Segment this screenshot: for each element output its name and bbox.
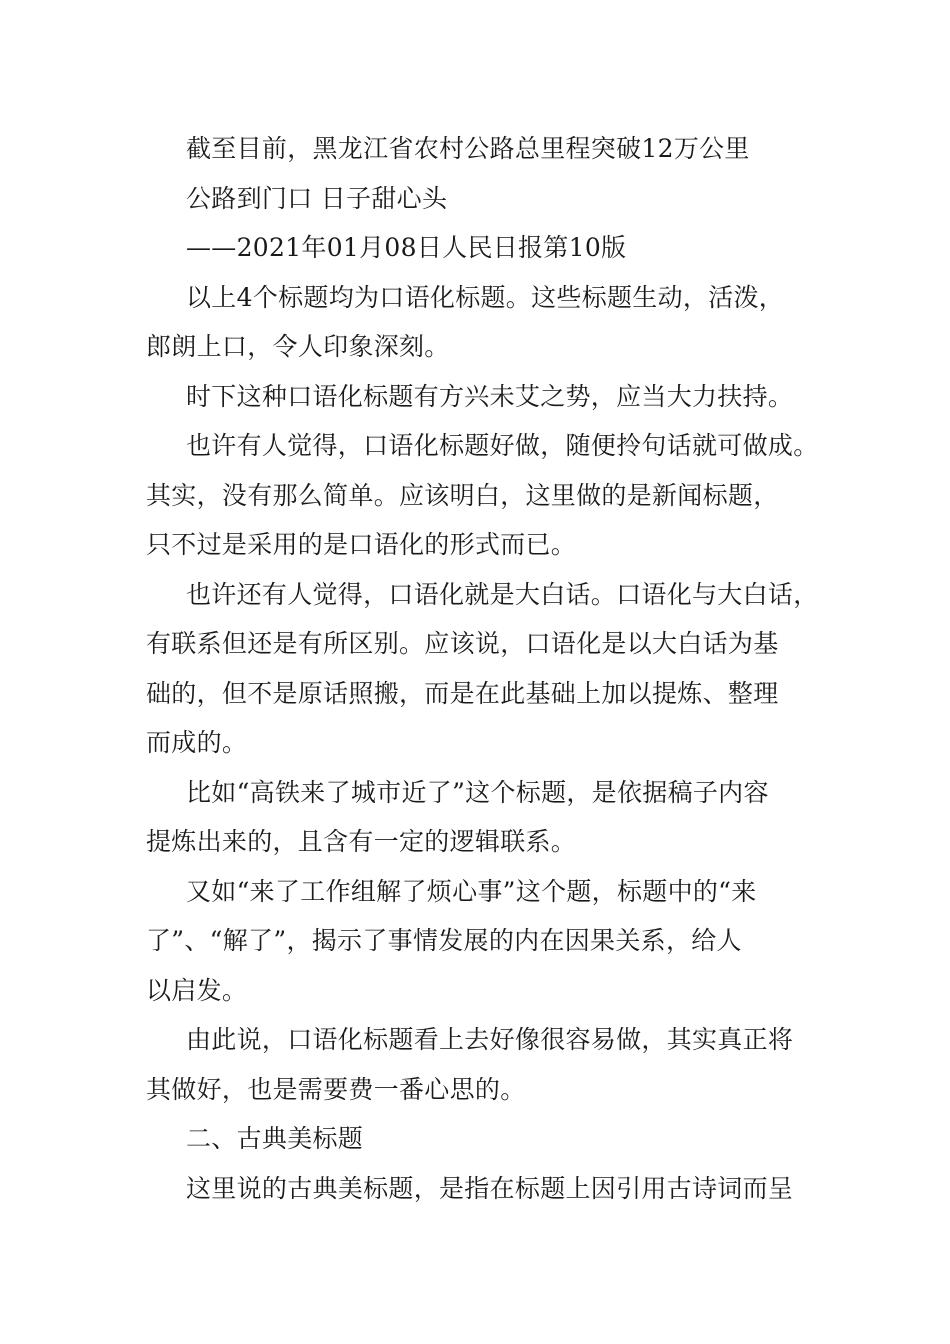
- document-page: [146, 124, 818, 1213]
- section-heading: 二、古典美标题: [186, 1124, 364, 1153]
- text-line: 截至目前，黑龙江省农村公路总里程突破12万公里: [186, 134, 750, 163]
- paragraph-line: 又如“来了工作组解了烦心事”这个题，标题中的“来: [186, 876, 757, 906]
- paragraph-line: 提炼出来的，且含有一定的逻辑联系。: [146, 827, 577, 856]
- paragraph-line: 只不过是采用的是口语化的形式而已。: [146, 530, 577, 559]
- paragraph-line: 也许有人觉得，口语化标题好做，随便拎句话就可做成。: [186, 431, 819, 460]
- paragraph-line: 也许还有人觉得，口语化就是大白话。口语化与大白话，: [186, 579, 819, 609]
- paragraph-line: 了”、“解了”，揭示了事情发展的内在因果关系，给人: [146, 926, 742, 955]
- paragraph-line: 其做好，也是需要费一番心思的。: [146, 1074, 526, 1104]
- paragraph-line: 其实，没有那么简单。应该明白，这里做的是新闻标题，: [146, 480, 779, 510]
- paragraph-line: 郎朗上口，令人印象深刻。: [146, 332, 450, 361]
- paragraph-line: 而成的。: [146, 728, 248, 757]
- paragraph-line: 以启发。: [146, 975, 248, 1005]
- paragraph-line: 时下这种口语化标题有方兴未艾之势，应当大力扶持。: [186, 381, 794, 411]
- headline-line: 公路到门口 日子甜心头: [186, 183, 448, 213]
- paragraph-line: 以上4个标题均为口语化标题。这些标题生动，活泼，: [186, 282, 785, 312]
- paragraph-line: 这里说的古典美标题，是指在标题上因引用古诗词而呈: [186, 1173, 794, 1203]
- paragraph-line: 比如“高铁来了城市近了”这个标题，是依据稿子内容: [186, 777, 769, 807]
- paragraph-line: 有联系但还是有所区别。应该说，口语化是以大白话为基: [146, 629, 779, 658]
- source-line: ——2021年01月08日人民日报第10版: [186, 233, 627, 262]
- paragraph-line: 础的，但不是原话照搬，而是在此基础上加以提炼、整理: [146, 678, 779, 708]
- paragraph-line: 由此说，口语化标题看上去好像很容易做，其实真正将: [186, 1025, 794, 1054]
